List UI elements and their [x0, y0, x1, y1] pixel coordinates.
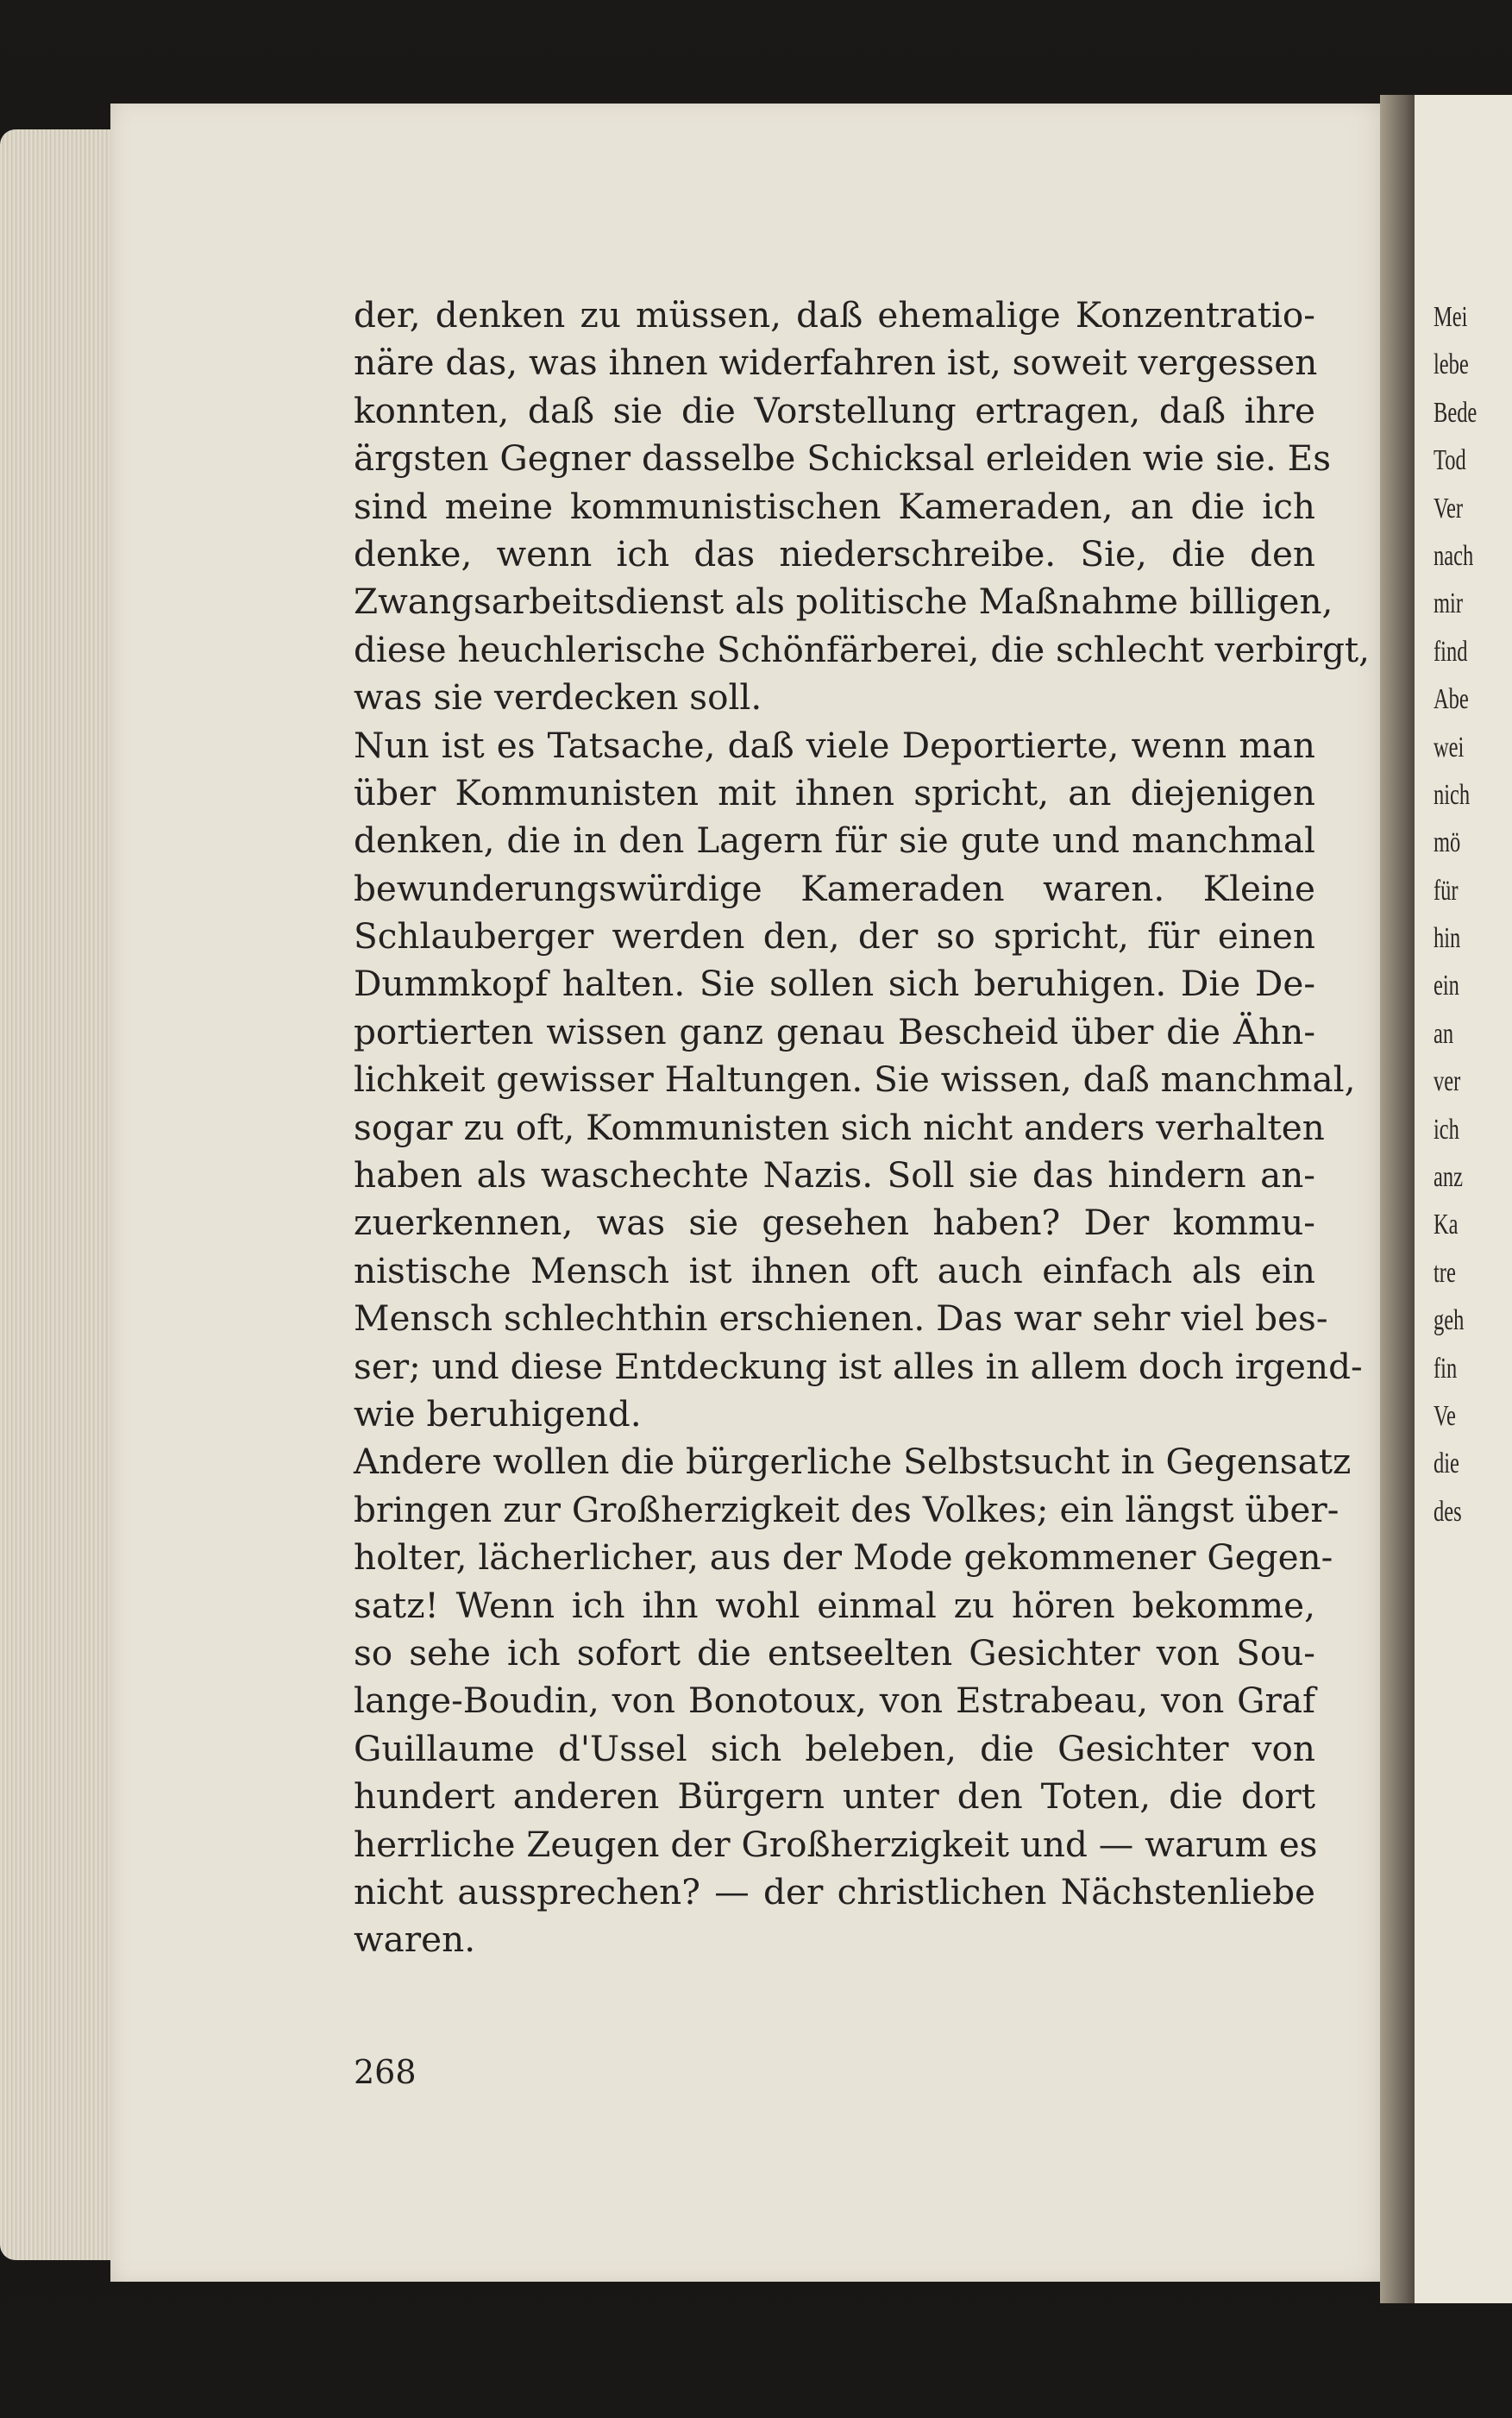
text-line: zuerkennen, was sie gesehen haben? Der kommu-	[354, 1202, 1315, 1244]
right-page-fragment: lebe	[1434, 349, 1469, 381]
page-number: 268	[354, 2053, 417, 2091]
right-page-fragment: wei	[1434, 731, 1465, 763]
right-page-fragment: ein	[1434, 970, 1459, 1002]
right-page-fragment: des	[1434, 1495, 1462, 1528]
right-page-fragment: an	[1434, 1017, 1454, 1050]
text-line: über Kommunisten mit ihnen spricht, an diejenigen	[354, 771, 1315, 813]
right-page-fragment: Ver	[1434, 492, 1463, 524]
text-line: hundert anderen Bürgern unter den Toten, die dort	[354, 1775, 1315, 1818]
right-page-fragment: tre	[1434, 1256, 1456, 1289]
right-page-fragment: nich	[1434, 778, 1471, 811]
text-line: diese heuchlerische Schönfärberei, die schlecht verbirgt,	[354, 628, 1371, 670]
right-page-fragment: Ve	[1434, 1399, 1456, 1432]
right-page	[1415, 95, 1512, 2303]
text-line: waren.	[354, 1919, 476, 1961]
text-line: Guillaume d'Ussel sich beleben, die Gesichter von	[354, 1727, 1315, 1769]
right-page-fragment: Tod	[1434, 444, 1466, 477]
text-line: sind meine kommunistischen Kameraden, an die ich	[354, 485, 1315, 527]
text-line: denke, wenn ich das niederschreibe. Sie, die den	[354, 532, 1315, 575]
right-page-fragment: geh	[1434, 1304, 1465, 1337]
right-page-fragment: mir	[1434, 587, 1463, 620]
text-line: holter, lächerlicher, aus der Mode gekommener Gegen-	[354, 1536, 1333, 1579]
right-page-fragment: ich	[1434, 1113, 1459, 1146]
text-line: Andere wollen die bürgerliche Selbstsucht in Gegensatz	[354, 1441, 1352, 1483]
right-page-text-fragments	[1434, 293, 1494, 1536]
text-line: nistische Mensch ist ihnen oft auch einfach als ein	[354, 1249, 1315, 1291]
right-page-fragment: Mei	[1434, 301, 1468, 333]
right-page-fragment: fin	[1434, 1352, 1458, 1385]
text-line: denken, die in den Lagern für sie gute und manchmal	[354, 820, 1315, 862]
text-line: bewunderungswürdige Kameraden waren. Kleine	[354, 867, 1315, 909]
text-line: haben als waschechte Nazis. Soll sie das hindern an-	[354, 1154, 1315, 1196]
text-line: Dummkopf halten. Sie sollen sich beruhigen. Die De-	[354, 963, 1315, 1005]
text-line: sogar zu oft, Kommunisten sich nicht anders verhalten	[354, 1106, 1325, 1148]
right-page-fragment: ver	[1434, 1065, 1461, 1098]
text-line: lange-Boudin, von Bonotoux, von Estrabeau, von Graf	[354, 1680, 1315, 1722]
right-page-fragment: Abe	[1434, 683, 1469, 716]
text-line: Schlauberger werden den, der so spricht, für einen	[354, 915, 1315, 958]
right-page-fragment: anz	[1434, 1161, 1463, 1194]
page-body-text	[354, 292, 1371, 1964]
text-line: ärgsten Gegner dasselbe Schicksal erleiden wie sie. Es	[354, 437, 1332, 480]
right-page-fragment: nach	[1434, 539, 1474, 572]
text-line: Nun ist es Tatsache, daß viele Deportierte, wenn man	[354, 724, 1315, 766]
right-page-fragment: hin	[1434, 922, 1461, 955]
right-page-fragment: mö	[1434, 826, 1461, 859]
text-line: so sehe ich sofort die entseelten Gesichter von Sou-	[354, 1631, 1315, 1674]
text-line: Zwangsarbeitsdienst als politische Maßnahme billigen,	[354, 581, 1333, 623]
text-line: lichkeit gewisser Haltungen. Sie wissen, daß manchmal,	[354, 1058, 1356, 1101]
text-line: portierten wissen ganz genau Bescheid über die Ähn-	[354, 1010, 1315, 1052]
text-line: was sie verdecken soll.	[354, 676, 762, 719]
text-line: nicht aussprechen? — der christlichen Nächstenliebe	[354, 1870, 1315, 1912]
text-line: Mensch schlechthin erschienen. Das war sehr viel bes-	[354, 1297, 1328, 1340]
text-line: satz! Wenn ich ihn wohl einmal zu hören bekomme,	[354, 1584, 1315, 1626]
text-line: der, denken zu müssen, daß ehemalige Konzentratio-	[354, 294, 1315, 336]
text-line: herrliche Zeugen der Großherzigkeit und — warum es	[354, 1823, 1318, 1865]
text-line: bringen zur Großherzigkeit des Volkes; ein längst über-	[354, 1488, 1339, 1530]
text-line: wie beruhigend.	[354, 1392, 642, 1435]
right-page-fragment: find	[1434, 635, 1468, 668]
right-page-fragment: für	[1434, 874, 1459, 907]
text-line: näre das, was ihnen widerfahren ist, soweit vergessen	[354, 342, 1318, 384]
right-page-fragment: Ka	[1434, 1209, 1459, 1241]
right-page-fragment: Bede	[1434, 396, 1477, 429]
text-line: ser; und diese Entdeckung ist alles in allem doch irgend-	[354, 1345, 1363, 1387]
right-page-fragment: die	[1434, 1448, 1459, 1480]
text-line: konnten, daß sie die Vorstellung ertragen, daß ihre	[354, 389, 1315, 431]
